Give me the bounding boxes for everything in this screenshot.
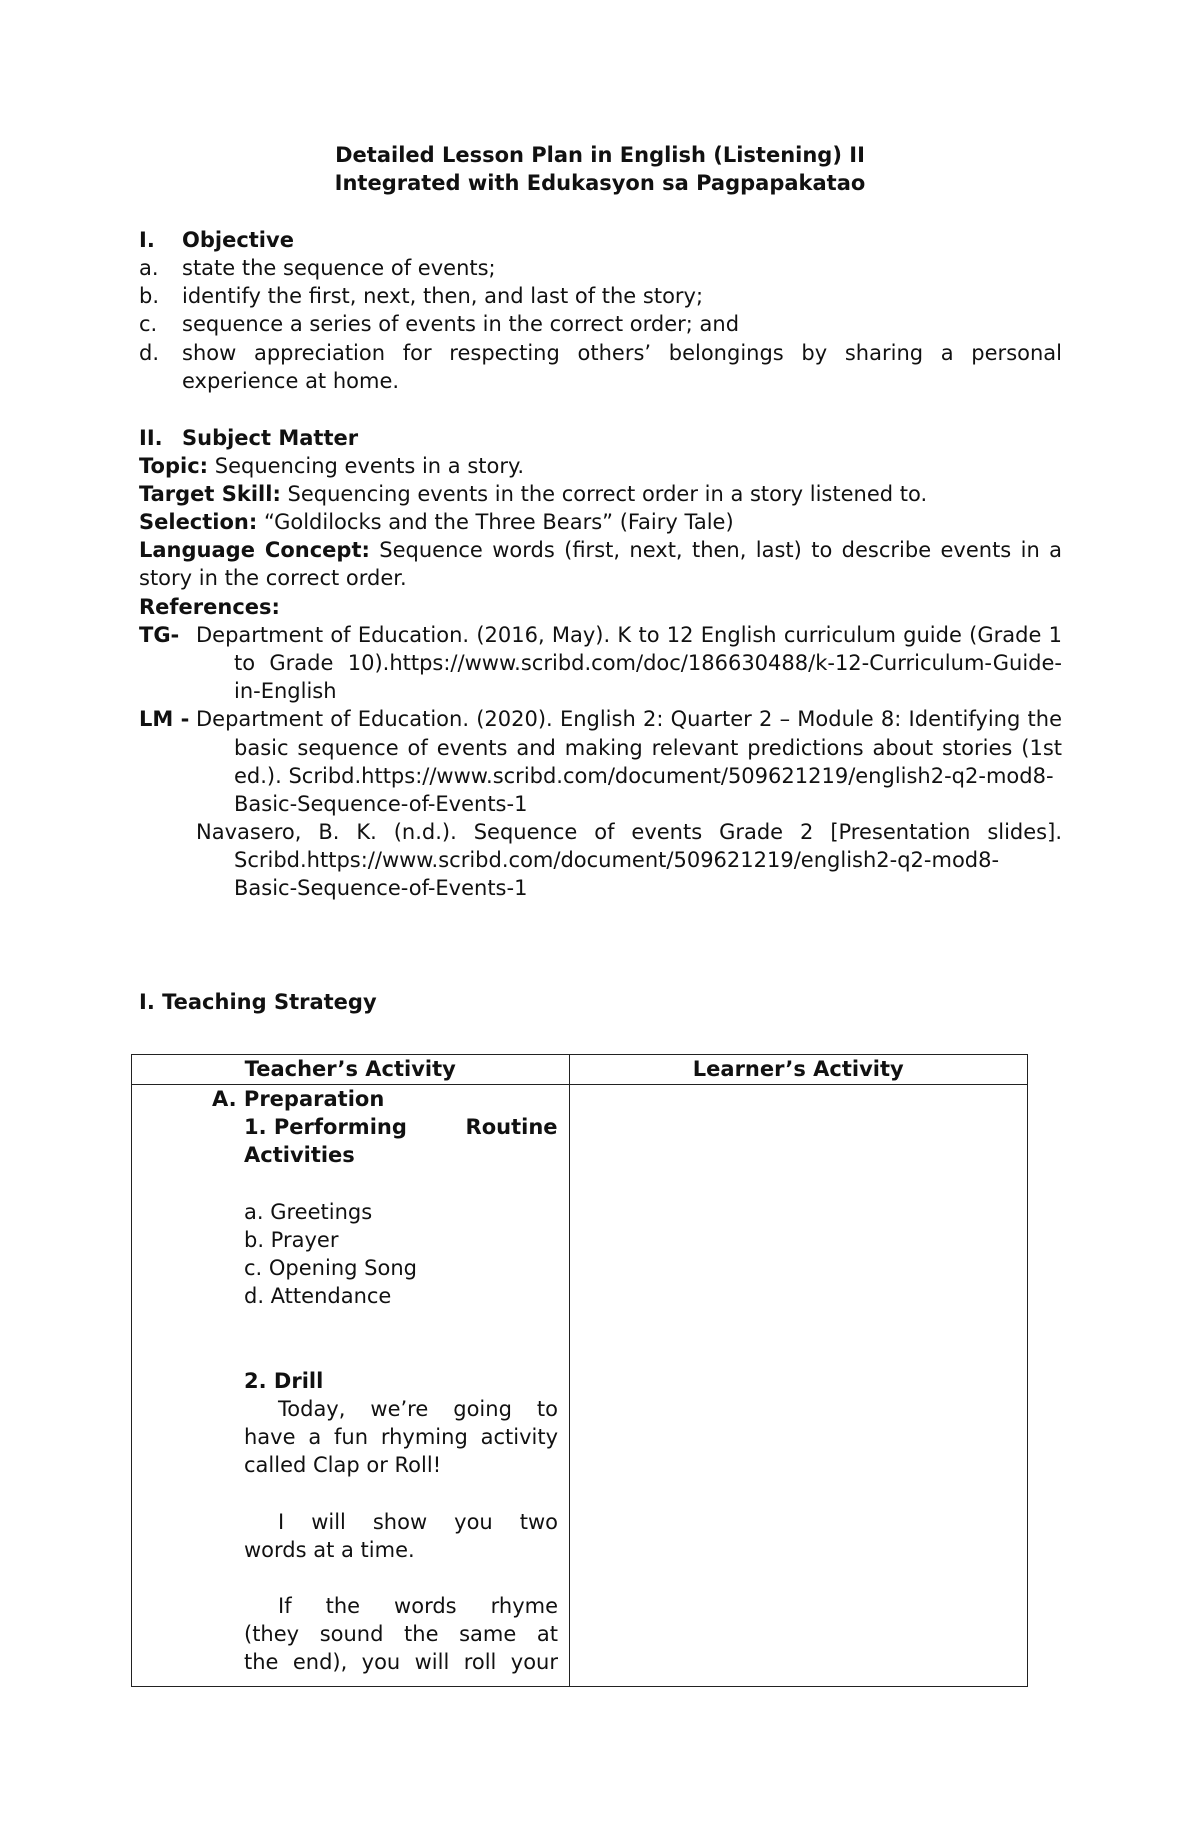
selection-label: Selection: [139,510,258,534]
drill-text: If the words rhyme [278,1594,558,1618]
target-skill-line [139,480,927,508]
tg-label: TG- [139,623,180,647]
routine-item: c. Opening Song [244,1256,417,1280]
routine-heading-continued: Activities [244,1143,355,1167]
reference-tg-continued: in-English [234,679,337,703]
selection-line [139,508,734,536]
learner-activity-cell [569,1085,1027,1687]
reference-lm-continued: ed.). Scribd.https://www.scribd.com/document/509621219/english2-q2-mod8- [234,764,1054,788]
reference-lm-continued: basic sequence of events and making relevant predictions about stories (1st [234,736,1062,760]
routine-item: b. Prayer [244,1228,339,1252]
objective-item: identify the first, next, then, and last of the story; [182,284,704,308]
drill-text: words at a time. [244,1538,415,1562]
objective-heading: Objective [182,228,294,252]
document-title: Detailed Lesson Plan in English (Listening) II [335,143,865,167]
reference-navasero: Navasero, B. K. (n.d.). Sequence of events Grade 2 [Presentation slides]. [196,820,1062,844]
routine-heading-num: 1. Performing [244,1115,407,1139]
target-skill-value: Sequencing events in the correct order in a story listened to. [287,482,928,506]
drill-heading: 2. Drill [244,1369,324,1393]
routine-item: a. Greetings [244,1200,373,1224]
objective-item: state the sequence of events; [182,256,496,280]
reference-tg-continued: to Grade 10).https://www.scribd.com/doc/186630488/k-12-Curriculum-Guide- [234,651,1062,675]
language-concept-label: Language Concept: [139,538,370,562]
preparation-heading: A. Preparation [212,1087,385,1111]
objective-item-continued: experience at home. [182,369,400,393]
topic-label: Topic: [139,454,209,478]
topic-value: Sequencing events in a story. [214,454,525,478]
objective-item: show appreciation for respecting others’ belongings by sharing a personal [182,341,1062,365]
reference-lm: Department of Education. (2020). English 2: Quarter 2 – Module 8: Identifying the [196,707,1062,731]
teacher-activity-header: Teacher’s Activity [132,1055,570,1085]
objective-letter: d. [139,341,160,365]
reference-navasero-continued: Scribd.https://www.scribd.com/document/509621219/english2-q2-mod8- [234,848,1000,872]
objective-numeral: I. [139,228,155,252]
objective-letter: a. [139,256,159,280]
document-subtitle: Integrated with Edukasyon sa Pagpapakatao [334,171,866,195]
topic-line [139,452,524,480]
drill-text: Today, we’re going to [278,1397,558,1421]
routine-item: d. Attendance [244,1284,392,1308]
objective-item: sequence a series of events in the correct order; and [182,312,740,336]
subject-matter-heading: Subject Matter [182,426,359,450]
references-label: References: [139,595,280,619]
routine-heading-word: Routine [465,1115,558,1139]
reference-lm-continued: Basic-Sequence-of-Events-1 [234,792,528,816]
drill-text: I will show you two [278,1510,558,1534]
drill-text: called Clap or Roll! [244,1453,442,1477]
language-concept-value: Sequence words (first, next, then, last) to describe events in a [379,538,1062,562]
language-concept-continued: story in the correct order. [139,566,407,590]
learner-activity-header: Learner’s Activity [569,1055,1027,1085]
teaching-strategy-heading: I. Teaching Strategy [139,990,377,1014]
language-concept-line [139,536,1062,564]
reference-tg: Department of Education. (2016, May). K to 12 English curriculum guide (Grade 1 [196,623,1062,647]
objective-letter: b. [139,284,160,308]
drill-text: (they sound the same at [244,1622,558,1646]
table-header-row [132,1055,1028,1085]
teacher-activity-cell [132,1085,570,1687]
selection-value: “Goldilocks and the Three Bears” (Fairy Tale) [263,510,734,534]
drill-text: the end), you will roll your [244,1650,558,1674]
objective-letter: c. [139,312,158,336]
subject-matter-numeral: II. [139,426,163,450]
target-skill-label: Target Skill: [139,482,281,506]
drill-text: have a fun rhyming activity [244,1425,558,1449]
reference-navasero-continued: Basic-Sequence-of-Events-1 [234,876,528,900]
teaching-strategy-table [131,1054,1028,1687]
table-row [132,1085,1028,1687]
lm-label: LM - [139,707,190,731]
